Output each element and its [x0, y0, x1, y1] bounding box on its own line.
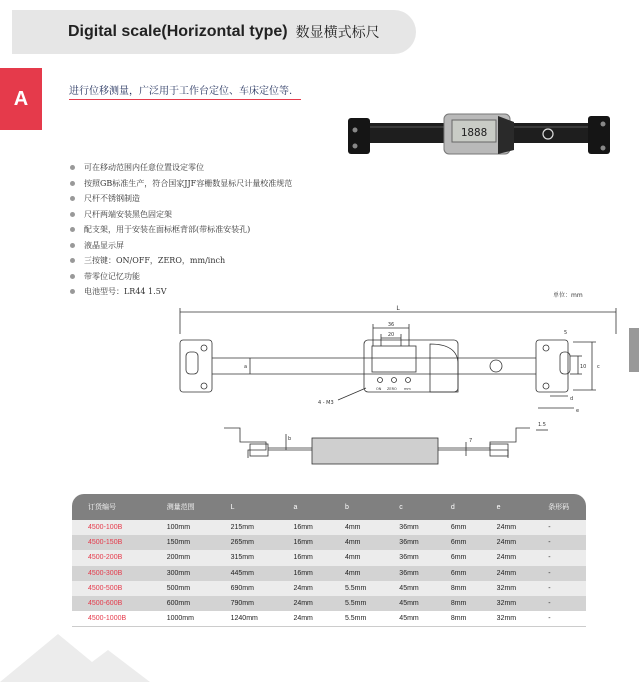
table-cell: -: [532, 581, 586, 596]
dim-L-label: L: [396, 305, 400, 312]
dim-1-5-label: 1.5: [538, 422, 546, 428]
photo-display-readout: 1888: [460, 126, 488, 139]
btn-zero-label: ZERO: [387, 387, 397, 391]
dim-e-label: e: [576, 408, 580, 414]
dim-d-label: d: [570, 396, 574, 402]
intro-underline: [69, 99, 301, 100]
table-cell: -: [532, 566, 586, 581]
unit-label: 单位：mm: [553, 292, 583, 299]
order-code-cell: 4500-1000B: [72, 611, 151, 626]
table-cell: 16mm: [277, 566, 329, 581]
bullet-icon: [70, 258, 75, 263]
table-cell: 4mm: [329, 535, 383, 550]
col-header: 测量范围: [151, 494, 215, 520]
table-cell: 300mm: [151, 566, 215, 581]
table-cell: 4mm: [329, 520, 383, 535]
product-photo: [348, 110, 610, 160]
feature-item: 尺杆两端安装黑色固定架: [70, 207, 292, 223]
table-header-row: [72, 494, 586, 520]
table-cell: 24mm: [481, 535, 533, 550]
table-cell: 100mm: [151, 520, 215, 535]
table-row: [72, 550, 586, 565]
dim-20-label: 20: [387, 332, 395, 338]
intro-text: 进行位移测量，广泛用于工作台定位、车床定位等.: [69, 86, 293, 97]
bullet-icon: [70, 243, 75, 248]
table-cell: 45mm: [383, 581, 435, 596]
spec-table: [72, 494, 586, 627]
dim-36-label: 36: [387, 322, 395, 328]
technical-drawing-side: [218, 420, 558, 470]
table-row: [72, 611, 586, 626]
table-cell: -: [532, 520, 586, 535]
table-cell: 790mm: [215, 596, 278, 611]
table-cell: 24mm: [481, 550, 533, 565]
table-row: [72, 566, 586, 581]
table-cell: 5.5mm: [329, 581, 383, 596]
table-cell: 16mm: [277, 550, 329, 565]
table-cell: 32mm: [481, 581, 533, 596]
table-cell: 200mm: [151, 550, 215, 565]
table-cell: 45mm: [383, 596, 435, 611]
table-cell: 16mm: [277, 520, 329, 535]
table-cell: 24mm: [277, 611, 329, 626]
table-cell: 6mm: [435, 550, 481, 565]
table-cell: -: [532, 535, 586, 550]
table-cell: 16mm: [277, 535, 329, 550]
table-row: [72, 520, 586, 535]
table-row: [72, 596, 586, 611]
table-cell: 5.5mm: [329, 611, 383, 626]
table-cell: 445mm: [215, 566, 278, 581]
page-title-cn: 数显横式标尺: [295, 25, 380, 41]
table-cell: 1240mm: [215, 611, 278, 626]
col-header: c: [383, 494, 435, 520]
table-cell: 150mm: [151, 535, 215, 550]
dim-b-label: b: [288, 436, 292, 442]
table-cell: 24mm: [481, 520, 533, 535]
dim-7-label: 7: [469, 438, 473, 444]
feature-list: [70, 160, 292, 300]
table-cell: 4mm: [329, 550, 383, 565]
table-cell: 24mm: [277, 596, 329, 611]
bullet-icon: [70, 165, 75, 170]
col-header: L: [215, 494, 278, 520]
table-cell: -: [532, 611, 586, 626]
bullet-icon: [70, 196, 75, 201]
dim-a-label: a: [244, 364, 248, 370]
order-code-cell: 4500-150B: [72, 535, 151, 550]
table-cell: 6mm: [435, 566, 481, 581]
bullet-icon: [70, 289, 75, 294]
order-code-cell: 4500-300B: [72, 566, 151, 581]
order-code-cell: 4500-200B: [72, 550, 151, 565]
feature-item: 可在移动范围内任意位置设定零位: [70, 160, 292, 176]
table-cell: -: [532, 596, 586, 611]
table-cell: 8mm: [435, 581, 481, 596]
table-cell: 5.5mm: [329, 596, 383, 611]
table-cell: 36mm: [383, 550, 435, 565]
table-cell: 8mm: [435, 611, 481, 626]
table-cell: 24mm: [277, 581, 329, 596]
bullet-icon: [70, 274, 75, 279]
col-header: b: [329, 494, 383, 520]
col-header: 条形码: [532, 494, 586, 520]
btn-on-label: ON: [376, 387, 382, 391]
table-cell: 315mm: [215, 550, 278, 565]
order-code-cell: 4500-500B: [72, 581, 151, 596]
section-tab: A: [0, 68, 42, 130]
table-cell: 4mm: [329, 566, 383, 581]
feature-item: 配支架，用于安装在面标框背部(带标准安装孔): [70, 222, 292, 238]
col-header: d: [435, 494, 481, 520]
bullet-icon: [70, 181, 75, 186]
table-cell: 36mm: [383, 535, 435, 550]
table-cell: -: [532, 550, 586, 565]
table-cell: 6mm: [435, 520, 481, 535]
bullet-icon: [70, 212, 75, 217]
bullet-icon: [70, 227, 75, 232]
table-row: [72, 581, 586, 596]
feature-item: 带零位记忆功能: [70, 269, 292, 285]
decorative-mountain: [0, 626, 180, 682]
table-cell: 32mm: [481, 596, 533, 611]
dim-c-label: c: [597, 364, 600, 370]
table-cell: 24mm: [481, 566, 533, 581]
btn-mm-label: mm: [404, 387, 411, 391]
table-cell: 8mm: [435, 596, 481, 611]
table-cell: 690mm: [215, 581, 278, 596]
table-cell: 32mm: [481, 611, 533, 626]
feature-item: 三按键：ON/OFF，ZERO，mm/inch: [70, 253, 292, 269]
table-cell: 500mm: [151, 581, 215, 596]
order-code-cell: 4500-600B: [72, 596, 151, 611]
feature-item: 尺杆不锈钢制造: [70, 191, 292, 207]
side-marker: [629, 328, 639, 372]
table-row: [72, 535, 586, 550]
table-cell: 1000mm: [151, 611, 215, 626]
feature-item: 按照GB标准生产，符合国家JJF容栅数显标尺计量校准规范: [70, 176, 292, 192]
col-header: e: [481, 494, 533, 520]
feature-item: 电池型号：LR44 1.5V: [70, 284, 292, 300]
table-cell: 600mm: [151, 596, 215, 611]
table-cell: 215mm: [215, 520, 278, 535]
col-header: a: [277, 494, 329, 520]
feature-item: 液晶显示屏: [70, 238, 292, 254]
dim-5-label: 5: [564, 330, 568, 336]
technical-drawing-top: [178, 304, 618, 416]
table-cell: 265mm: [215, 535, 278, 550]
table-cell: 36mm: [383, 520, 435, 535]
col-header: 订货编号: [72, 494, 151, 520]
table-cell: 6mm: [435, 535, 481, 550]
thread-label: 4 - M3: [318, 400, 334, 406]
page-title-en: Digital scale(Horizontal type): [68, 23, 288, 40]
order-code-cell: 4500-100B: [72, 520, 151, 535]
dim-10-label: 10: [580, 364, 587, 370]
table-cell: 45mm: [383, 611, 435, 626]
table-cell: 36mm: [383, 566, 435, 581]
page-title-bar: [12, 10, 416, 54]
